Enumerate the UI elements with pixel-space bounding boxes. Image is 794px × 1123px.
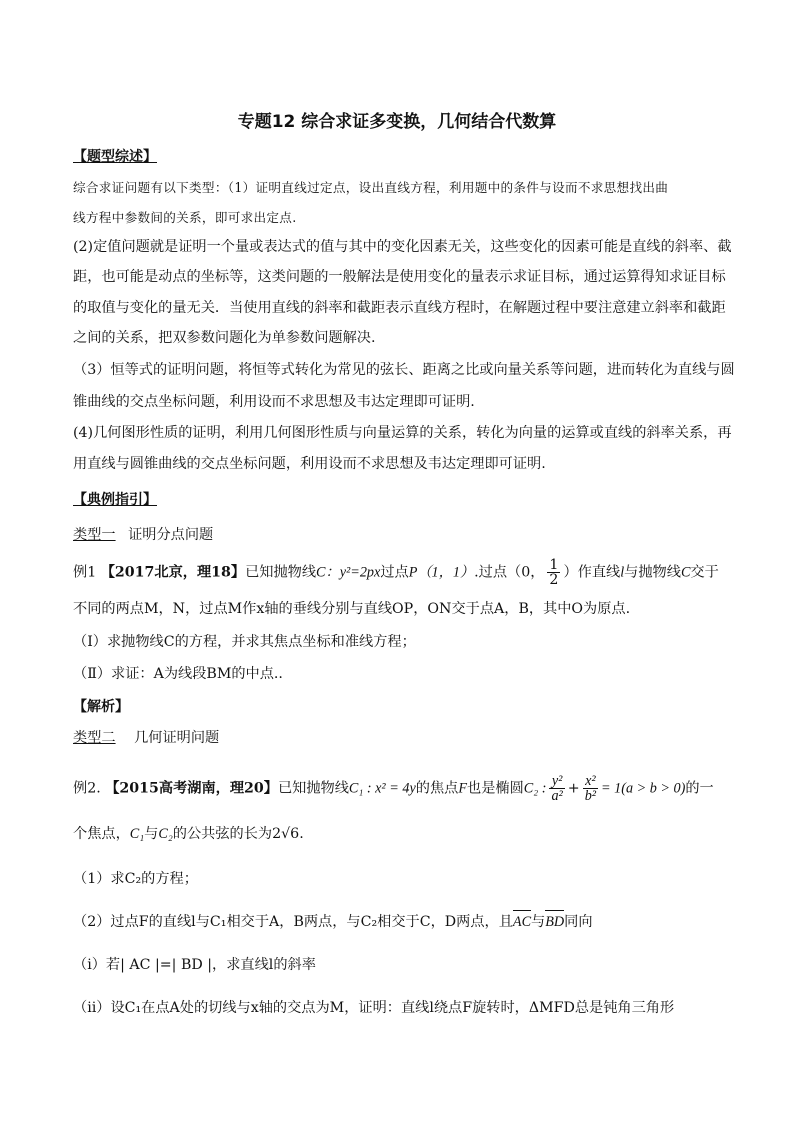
- example2-line2-a: 个焦点，: [73, 826, 130, 842]
- example1-frac-num: 1: [549, 557, 559, 573]
- example2-line-1: [73, 774, 714, 803]
- example1-eq-parabola: C：y²=2px: [316, 564, 381, 581]
- example2-plus: +: [567, 780, 580, 797]
- example2-frac1-num: y²: [549, 774, 564, 789]
- example1-text-d: ）作直线: [563, 564, 621, 581]
- type1-title: 证明分点问题: [128, 527, 214, 543]
- overview-line-7: （3）恒等式的证明问题，将恒等式转化为常见的弦长、距离之比或向量关系等问题，进而转化为直线与圆: [73, 362, 735, 378]
- section-examples-heading: [73, 490, 157, 510]
- example2-c2: C₂: [158, 826, 173, 842]
- example2-text-c: 也是椭圆: [467, 780, 524, 797]
- example2-c1: C₁: [129, 826, 145, 842]
- overview-line-8: 锥曲线的交点坐标问题，利用设而不求思想及韦达定理即可证明.: [73, 394, 475, 410]
- example1-var-l: l: [620, 564, 625, 581]
- example2-eq-rest: = 1(a > b > 0): [601, 780, 686, 797]
- example2-eq-parabola: C₁ : x² = 4y: [348, 780, 416, 797]
- example2-q2-a: （2）过点F的直线l与C₁相交于A，B两点，与C₂相交于C，D两点，且: [73, 914, 513, 930]
- type1-label: 类型一: [73, 527, 116, 543]
- overview-line-5: 的取值与变化的量无关．当使用直线的斜率和截距表示直线方程时，在解题过程中要注意建立斜率和截距: [73, 300, 726, 316]
- example2-prefix: 例2.: [73, 780, 106, 797]
- section-analysis-heading: 【解析】: [73, 699, 129, 715]
- example1-line-2: 不同的两点M，N，过点M作x轴的垂线分别与直线OP，ON交于点A，B，其中O为原点.: [73, 601, 631, 617]
- example2-frac2-num: x²: [583, 774, 598, 789]
- overview-line-10: 用直线与圆锥曲线的交点坐标问题，利用设而不求思想及韦达定理即可证明.: [73, 456, 546, 472]
- example2-var-f: F: [458, 780, 467, 797]
- example1-text-a: 已知抛物线: [245, 564, 317, 581]
- page-title: 专题12 综合求证多变换，几何结合代数算: [237, 112, 557, 132]
- example2-line2-c: 的公共弦的长为: [172, 826, 273, 842]
- example1-source: 【2017北京，理18】: [100, 564, 246, 581]
- type2-title: 几何证明问题: [134, 730, 220, 746]
- example1-text-c: .过点（0，: [474, 564, 545, 581]
- example2-line2-b: 与: [144, 826, 159, 842]
- example2-question-3: （ⅰ）若| AC |=| BD |，求直线l的斜率: [73, 957, 316, 973]
- example2-q2-b: 与: [531, 914, 546, 930]
- example2-fraction-2: [583, 774, 598, 803]
- example2-fraction-1: [549, 774, 564, 803]
- type1-heading: [73, 525, 213, 545]
- example2-eq-ellipse-name: C₂ :: [523, 780, 547, 797]
- example2-frac2-den: b²: [584, 788, 597, 804]
- overview-line-4: 距，也可能是动点的坐标等，这类问题的一般解法是使用变化的量表示求证目标，通过运算得知求证目标: [73, 269, 726, 285]
- overview-line-2: 线方程中参数间的关系，即可求出定点.: [73, 210, 297, 225]
- example2-text-a: 已知抛物线: [277, 780, 349, 797]
- overview-line-9: (4)几何图形性质的证明，利用几何图形性质与向量运算的关系，转化为向量的运算或直线的斜率关系，再: [73, 425, 732, 441]
- example2-chord-length: 2√6: [272, 826, 300, 842]
- example1-text-f: 交于: [690, 564, 719, 581]
- example1-text-b: 过点: [380, 564, 409, 581]
- example2-q2-c: 同向: [564, 914, 593, 930]
- example1-var-c: C: [680, 564, 691, 581]
- type2-label: 类型二: [73, 730, 116, 746]
- example2-text-d: 的一: [685, 780, 714, 797]
- vector-ac: AC: [512, 914, 532, 930]
- example2-source: 【2015高考湖南，理20】: [105, 780, 278, 797]
- example1-frac-den: 2: [549, 572, 559, 588]
- example2-question-4: （ⅱ）设C₁在点A处的切线与x轴的交点为M，证明：直线l绕点F旋转时，ΔMFD总是钝角三角形: [73, 1000, 675, 1016]
- overview-line-1: 综合求证问题有以下类型：（1）证明直线过定点，设出直线方程，利用题中的条件与设而不求思想找出曲: [73, 180, 669, 195]
- example2-question-2: [73, 912, 593, 932]
- example1-line-1: [73, 558, 719, 587]
- example1-fraction: [547, 558, 560, 587]
- example2-question-1: （1）求C₂的方程；: [73, 871, 198, 887]
- section-examples-label: 【典例指引】: [73, 492, 157, 508]
- example1-text-e: 与抛物线: [624, 564, 681, 581]
- overview-line-3: (2)定值问题就是证明一个量或表达式的值与其中的变化因素无关，这些变化的因素可能是直线的斜率、截: [73, 239, 732, 255]
- example2-line-2: [73, 824, 304, 844]
- example2-line2-end: .: [299, 826, 304, 842]
- section-overview-heading: [73, 147, 157, 167]
- example1-prefix: 例1: [73, 564, 101, 581]
- example1-point-p: P（1，1）: [408, 564, 475, 581]
- vector-bd: BD: [545, 914, 565, 930]
- type2-heading: [73, 728, 219, 748]
- example2-text-b: 的焦点: [415, 780, 459, 797]
- example1-question-2: （Ⅱ）求证：A为线段BM的中点..: [73, 666, 283, 682]
- overview-line-6: 之间的关系，把双参数问题化为单参数问题解决.: [73, 330, 376, 346]
- example2-frac1-den: a²: [551, 788, 563, 804]
- section-overview-label: 【题型综述】: [73, 149, 157, 165]
- example1-question-1: （Ⅰ）求抛物线C的方程，并求其焦点坐标和准线方程；: [73, 634, 416, 650]
